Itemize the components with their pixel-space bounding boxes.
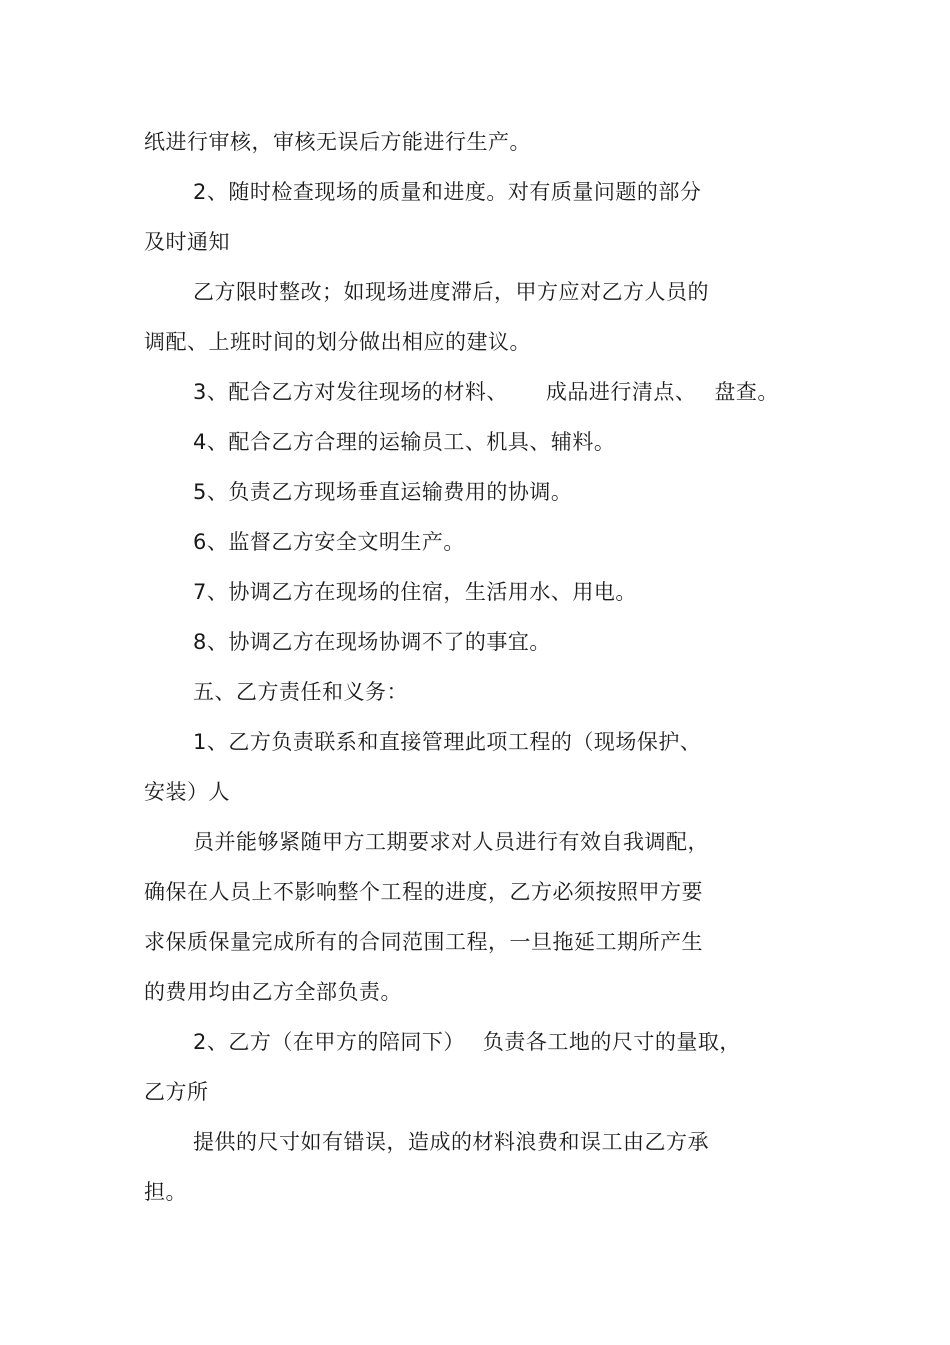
paragraph-line: 7、协调乙方在现场的住宿，生活用水、用电。 <box>193 580 637 604</box>
paragraph-line: 6、监督乙方安全文明生产。 <box>193 530 465 554</box>
paragraph-line: 8、协调乙方在现场协调不了的事宜。 <box>193 630 551 654</box>
paragraph-line: 5、负责乙方现场垂直运输费用的协调。 <box>193 480 573 504</box>
paragraph-line <box>193 378 779 406</box>
paragraph-line: 及时通知 <box>144 230 230 254</box>
paragraph-line: 安装）人 <box>144 780 230 804</box>
line-segment: 3、配合乙方对发往现场的材料、 <box>193 380 508 404</box>
paragraph-line: 4、配合乙方合理的运输员工、机具、辅料。 <box>193 430 616 454</box>
paragraph-line: 的费用均由乙方全部负责。 <box>144 980 402 1004</box>
paragraph-line: 乙方所 <box>144 1080 209 1104</box>
line-segment: 2、乙方（在甲方的陪同下） <box>193 1030 465 1054</box>
paragraph-line: 1、乙方负责联系和直接管理此项工程的（现场保护、 <box>193 730 702 754</box>
paragraph-line: 纸进行审核，审核无误后方能进行生产。 <box>144 130 531 154</box>
paragraph-line: 调配、上班时间的划分做出相应的建议。 <box>144 330 531 354</box>
paragraph-line: 担。 <box>144 1180 187 1204</box>
line-segment: 盘查。 <box>714 380 779 404</box>
line-segment: 负责各工地的尺寸的量取， <box>482 1030 741 1054</box>
section-heading: 五、乙方责任和义务： <box>193 680 408 704</box>
paragraph-line: 求保质保量完成所有的合同范围工程，一旦拖延工期所产生 <box>144 930 703 954</box>
paragraph-line: 员并能够紧随甲方工期要求对人员进行有效自我调配， <box>193 830 709 854</box>
paragraph-line: 确保在人员上不影响整个工程的进度，乙方必须按照甲方要 <box>144 880 703 904</box>
paragraph-line <box>193 1028 741 1056</box>
paragraph-line: 2、随时检查现场的质量和进度。对有质量问题的部分 <box>193 180 702 204</box>
paragraph-line: 乙方限时整改；如现场进度滞后，甲方应对乙方人员的 <box>193 280 709 304</box>
line-segment: 成品进行清点、 <box>545 380 697 404</box>
paragraph-line: 提供的尺寸如有错误，造成的材料浪费和误工由乙方承 <box>193 1130 709 1154</box>
